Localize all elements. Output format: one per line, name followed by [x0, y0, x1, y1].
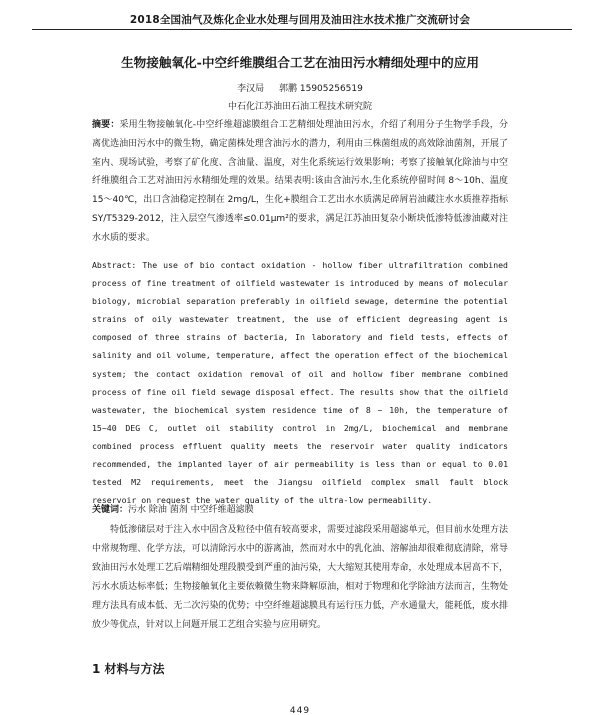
abstract-zh: [92, 116, 508, 248]
authors: [0, 81, 600, 94]
abstract-zh-text: 采用生物接触氧化-中空纤维超滤膜组合工艺精细处理油田污水，介绍了利用分子生物学手段，分离优选油田污水中的微生物，确定菌株处理含油污水的潜力，利用由三株菌组成的高效除油菌剂，开展了室内、现场试验，考察了矿化度、含油量、温度，对生化系统运行效果影响；考察了接触氧化除油与中空纤维膜组合工艺对油田污水精细处理的效果。结果表明:该由含油污水,生化系统停留时间 8～10h、温度 15～40℃，出口含油稳定控制在 2mg/L，生化+膜组合工艺出水水质满足碎屑岩油藏注水水质推荐指标 SY/T5329-2012，注入层空气渗透率≤0.01μm²的要求，满足江苏油田复杂小断块低渗特低渗油藏对注水水质的要求。: [92, 120, 508, 243]
section-heading: 1 材料与方法: [92, 662, 165, 676]
abstract-zh-label: 摘要：: [92, 120, 120, 130]
abstract-en-text: The use of bio contact oxidation - hollow fiber ultrafiltration combined process of fine treatment of oilfield wastewater is introduced by means of molecular biology, microbial separation preferably in oilfield sewage, determine the potential strains of oily wastewater treatment, the use of efficient degreasing agent is composed of three strains of bacteria, In laboratory and field tests, effects of salinity and oil volume, temperature, affect the operation effect of the biochemical system; the contact oxidation removal of oil and hollow fiber membrane combined process of fine oil field sewage disposal effect. The results show that the oilfield wastewater, the biochemical system residence time of 8 ~ 10h, the temperature of 15~40 DEG C, outlet oil stability control in 2mg/L, biochemical and membrane combined process effluent quality meets the reservoir water quality indicators recommended, the implanted layer of air permeability is less than or equal to 0.01 tested M2 requirements, meet the Jiangsu oilfield complex small fault block reservoir on request the water quality of the ultra-low permeability.: [92, 260, 508, 506]
abstract-en: [92, 256, 508, 509]
keywords-label: 关键词：: [92, 505, 129, 515]
affiliation: 中石化江苏油田石油工程技术研究院: [227, 102, 372, 112]
keywords: [92, 502, 508, 515]
paper-title: 生物接触氧化-中空纤维膜组合工艺在油田污水精细处理中的应用: [121, 55, 479, 70]
intro-paragraph: 特低渗储层对于注入水中固含及粒径中值有较高要求，需要过滤段采用超滤单元，但目前水处理方法中常规物理、化学方法，可以清除污水中的游离油，然而对水中的乳化油、溶解油却很难彻底清除，常导致油田污水处理工艺后端精细处理段膜受到严重的油污染，大大缩短其使用寿命，水处理成本居高不下，污水水质达标率低；生物接触氧化主要依赖微生物来降解原油，相对于物理和化学除油方法而言，生物处理方法具有成本低、无二次污染的优势；中空纤维超滤膜具有运行压力低，产水通量大，能耗低，废水排放少等优点，针对以上问题开展工艺组合实验与应用研究。: [92, 525, 508, 630]
page-number: 449: [289, 706, 311, 715]
abstract-en-label: Abstract:: [92, 260, 137, 270]
header-rule: [32, 29, 572, 30]
running-header: 2018全国油气及炼化企业水处理与回用及油田注水技术推广交流研讨会: [129, 14, 471, 26]
author-name: 李汉局: [237, 84, 265, 94]
keywords-text: 污水 除油 菌剂 中空纤维超滤膜: [128, 505, 254, 515]
author-contact: 郭鹏 15905256519: [279, 84, 363, 94]
